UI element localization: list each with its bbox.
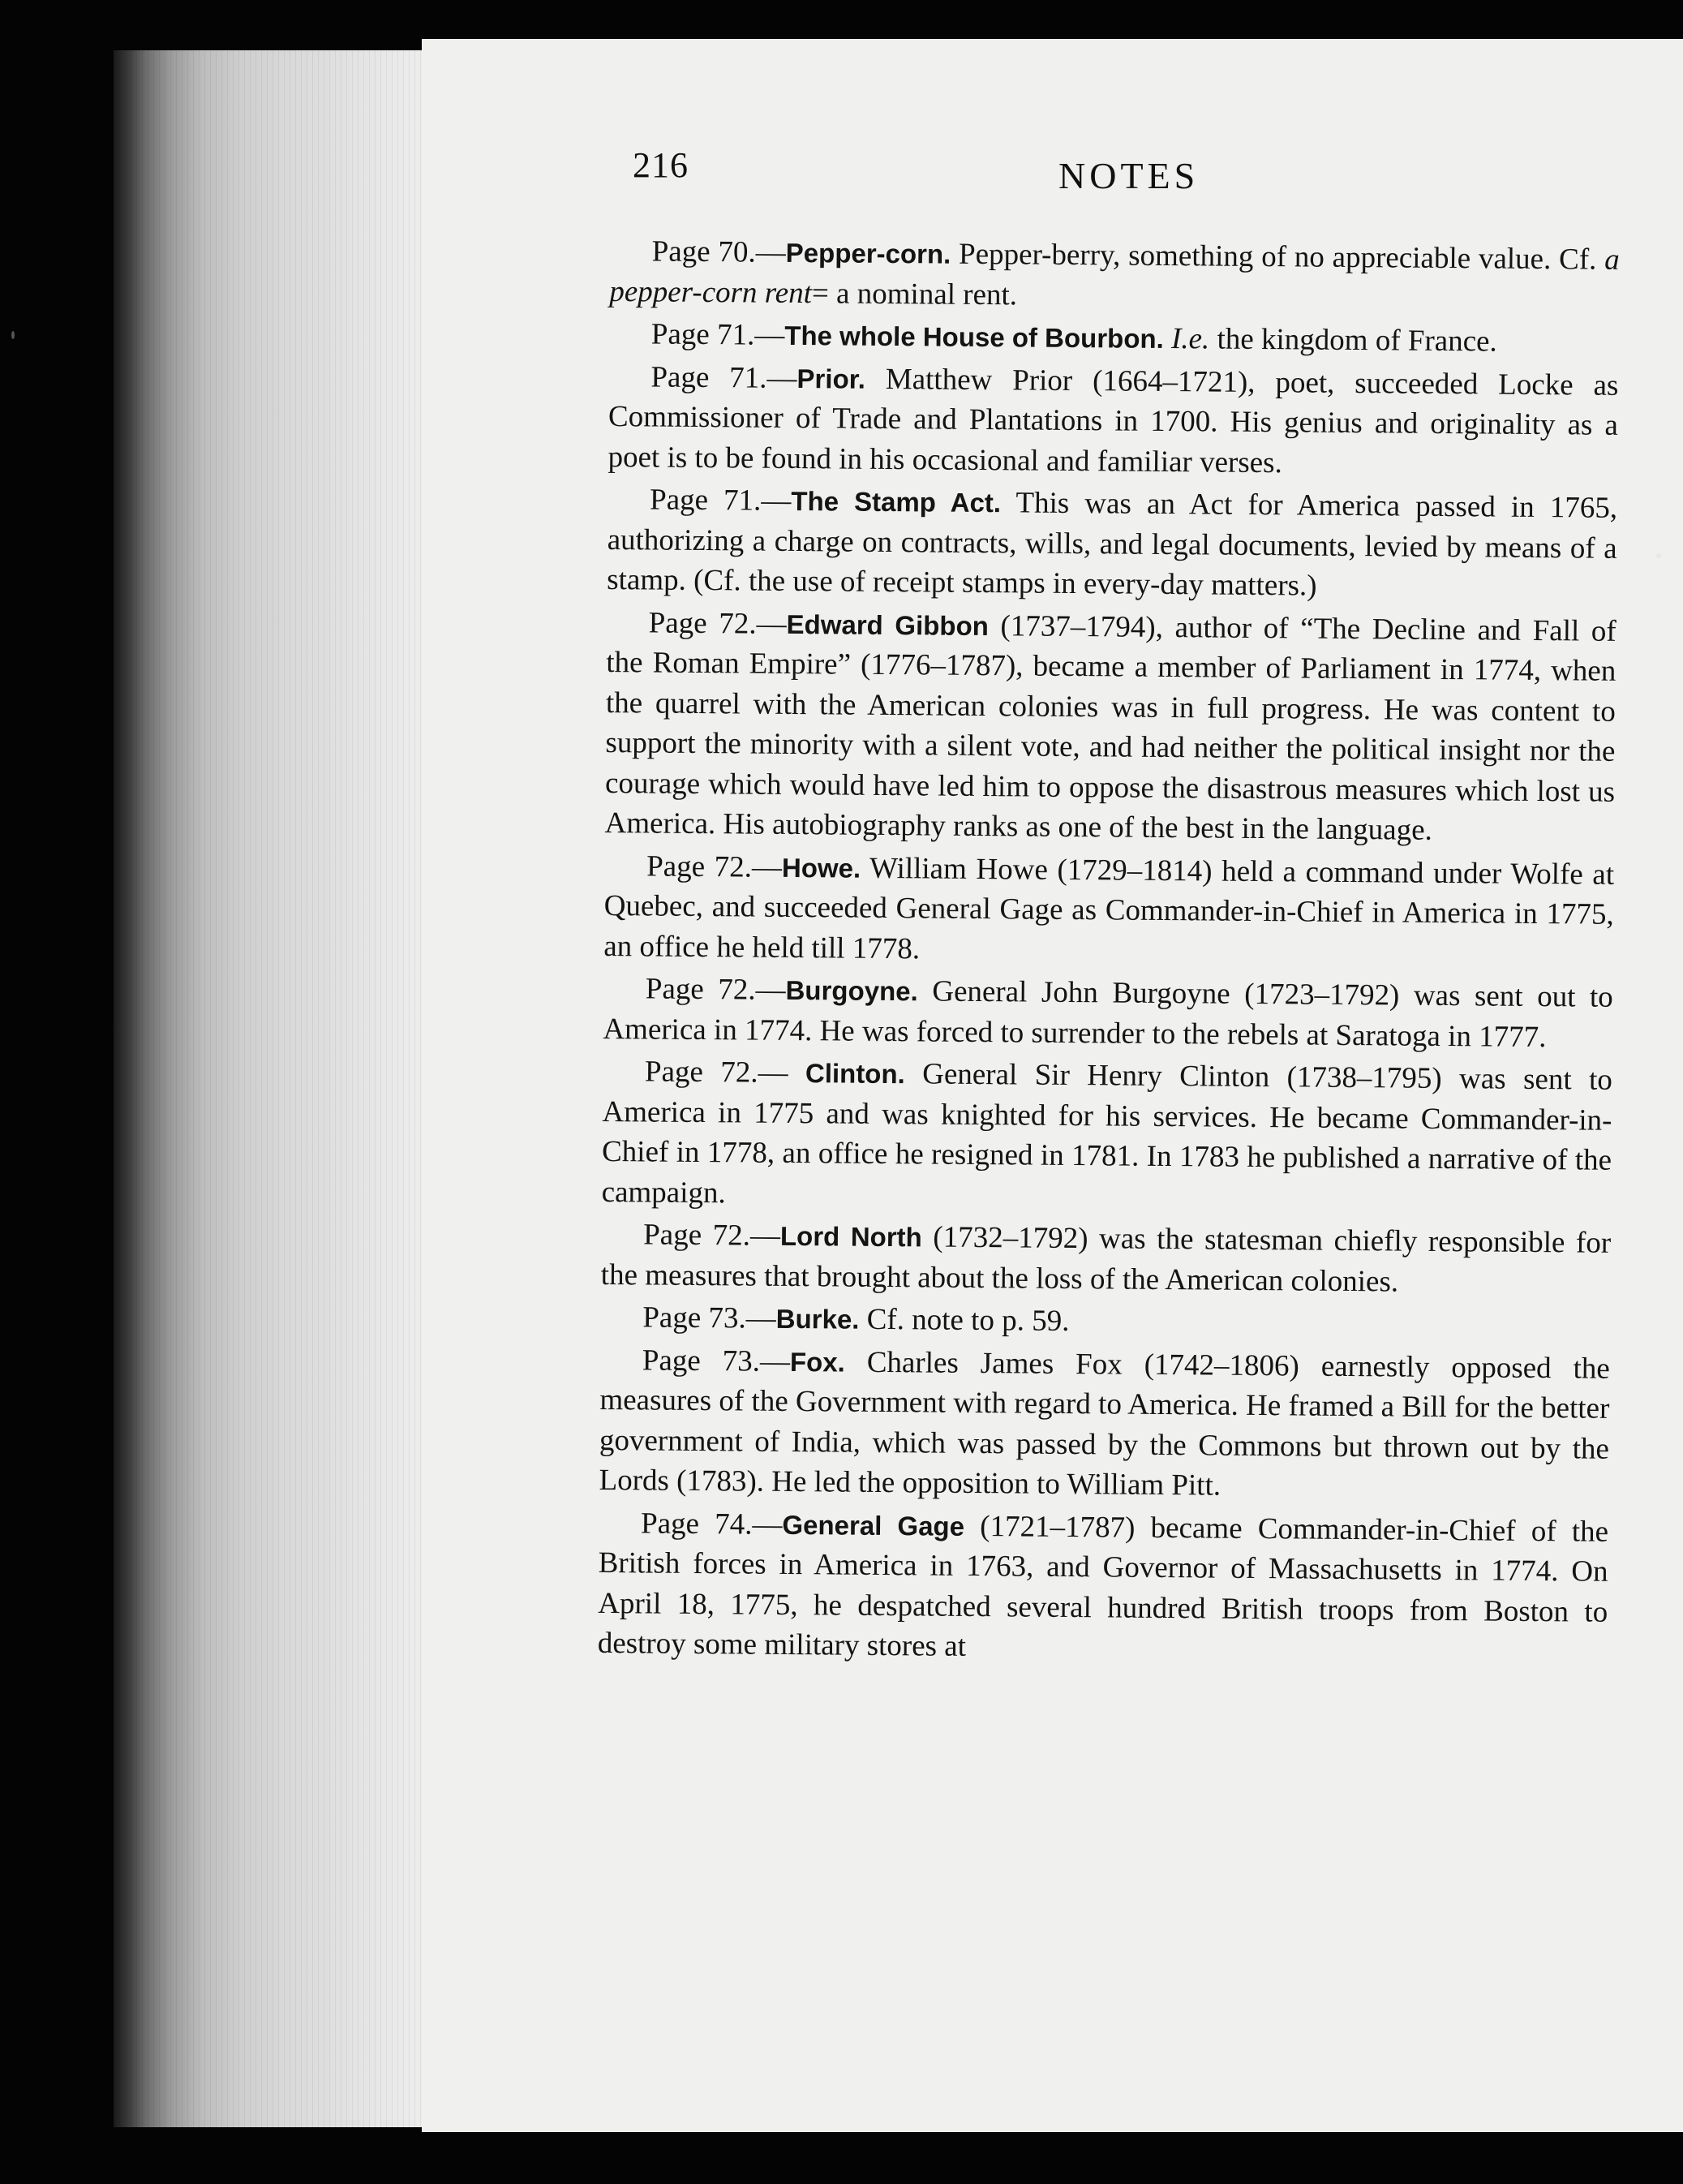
note-italic: I.e.	[1170, 322, 1210, 356]
note-text: This was an Act for America passed in 1765, authorizing a charge on contracts, wills, and legal documents, levied by means of a stamp. (Cf. the use of receipt stamps in every-day matters.)	[607, 486, 1618, 603]
note-text: William Howe (1729–1814) held a command under Wolfe at Quebec, and succeeded General Gage as Commander-in-Chief in America in 1775, an office he held till 1778.	[603, 851, 1615, 965]
note-general-gage	[598, 1503, 1609, 1672]
scan-speck	[1656, 553, 1661, 558]
note-heading: The whole House of Bourbon.	[784, 320, 1164, 354]
page-title: NOTES	[1058, 155, 1200, 196]
note-ref: Page 72.—	[645, 972, 786, 1007]
note-heading: Clinton.	[805, 1058, 905, 1090]
note-ref: Page 72.—	[643, 1218, 781, 1253]
note-ref: Page 72.—	[646, 849, 783, 884]
note-text: (1721–1787) became Commander-in-Chief of the British forces in America in 1763, and Governor of Massachusetts in 1774. On April 18, 1775, he despatched several hundred British troops from Boston to destroy some military stores at	[597, 1509, 1609, 1663]
note-stamp-act	[607, 479, 1617, 608]
note-ref: Page 73.—	[642, 1301, 776, 1335]
note-heading: Howe.	[781, 852, 861, 883]
note-edward-gibbon	[604, 602, 1616, 852]
note-text: General Sir Henry Clinton (1738–1795) was sent to America in 1775 and was knighted for his services. He became Commander-in-Chief in 1778, an office he resigned in 1781. In 1783 he published a narrative of the campaign.	[601, 1057, 1613, 1210]
note-ref: Page 73.—	[642, 1343, 791, 1378]
scan-speck	[11, 331, 15, 339]
note-heading: Burgoyne.	[785, 974, 918, 1007]
note-ref: Page 71.—	[650, 359, 797, 395]
note-heading: Lord North	[779, 1220, 922, 1253]
note-heading: Edward Gibbon	[786, 608, 990, 641]
page-number: 216	[633, 145, 689, 185]
note-ref: Page 74.—	[640, 1506, 783, 1541]
note-lord-north	[601, 1215, 1612, 1304]
note-heading: General Gage	[782, 1509, 965, 1541]
note-text: (1737–1794), author of “The Decline and Fall of the Roman Empire” (1776–1787), became a member of Parliament in 1774, when the quarrel with the American colonies was in full progress. He was content to support the minority with a silent vote, and had neither the political insight nor the courage which would have led him to oppose the disastrous measures which lost us America. His autobiography ranks as one of the best in the language.	[604, 608, 1616, 847]
note-burgoyne	[603, 969, 1613, 1058]
note-text: the kingdom of France.	[1209, 322, 1497, 359]
note-italic: a pepper-corn rent	[609, 243, 1620, 310]
note-text: (1732–1792) was the statesman chiefly responsible for the measures that brought about the loss of the American colonies.	[600, 1220, 1612, 1299]
note-house-of-bourbon	[609, 314, 1619, 363]
note-fox	[599, 1339, 1610, 1509]
note-text: = a nominal rent.	[811, 276, 1018, 312]
note-clinton	[601, 1051, 1612, 1221]
note-heading: Prior.	[796, 363, 866, 394]
note-ref: Page 71.—	[649, 483, 792, 518]
note-ref: Page 72.—	[648, 605, 787, 641]
book-page-edges	[114, 50, 438, 2127]
note-text: Matthew Prior (1664–1721), poet, succeeded Locke as Commissioner of Trade and Plantations in 1700. His genius and originality as a poet is to be found in his occasional and familiar verses.	[608, 362, 1619, 479]
note-heading: Pepper-corn.	[785, 237, 951, 269]
note-heading: Burke.	[775, 1303, 860, 1335]
note-heading: The Stamp Act.	[791, 485, 1002, 518]
note-howe	[603, 845, 1614, 974]
notes-body	[598, 231, 1620, 1675]
note-text: Pepper-berry, something of no appreciable value. Cf.	[951, 237, 1605, 277]
note-text: Charles James Fox (1742–1806) earnestly opposed the measures of the Government with regard to America. He framed a Bill for the better government of India, which was passed by the Commons but thrown out by the Lords (1783). He led the opposition to William Pitt.	[599, 1345, 1610, 1503]
note-text: Cf. note to p. 59.	[859, 1302, 1070, 1338]
note-pepper-corn	[609, 231, 1620, 320]
note-ref: Page 72.—	[644, 1055, 806, 1090]
note-prior	[608, 356, 1618, 485]
note-ref: Page 71.—	[650, 317, 785, 352]
note-burke	[600, 1297, 1610, 1346]
note-heading: Fox.	[789, 1346, 845, 1378]
note-text: General John Burgoyne (1723–1792) was sent out to America in 1774. He was forced to surrender to the rebels at Saratoga in 1777.	[603, 974, 1613, 1054]
note-ref: Page 70.—	[651, 234, 786, 269]
